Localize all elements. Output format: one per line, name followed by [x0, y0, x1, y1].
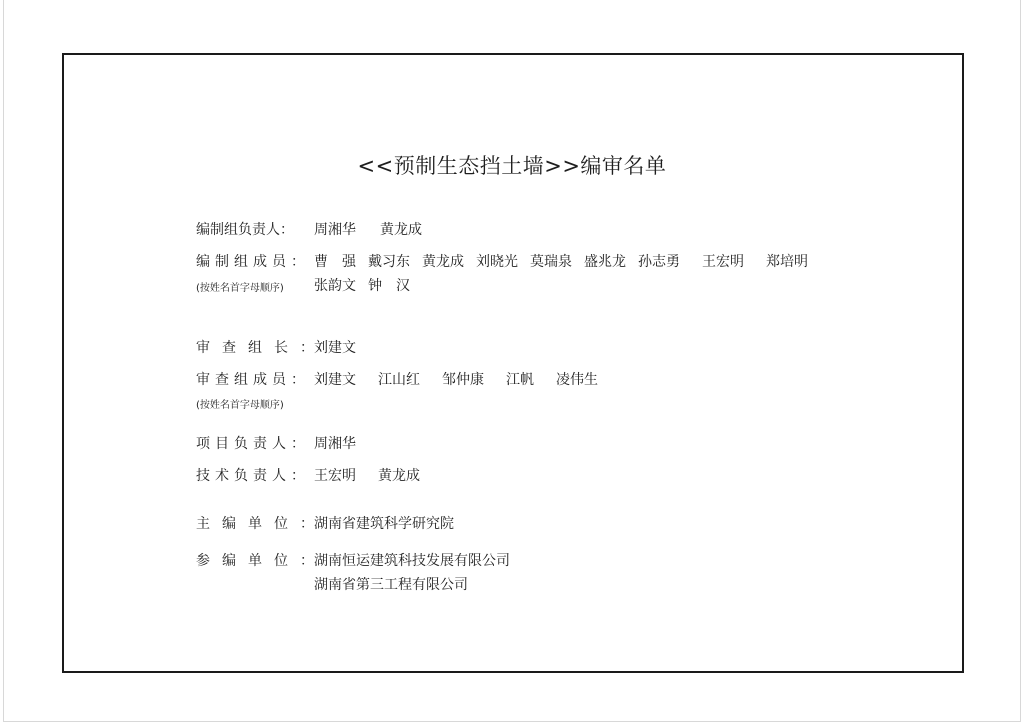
review-leader-names: [314, 340, 356, 356]
person-name: 莫瑞泉: [530, 254, 572, 270]
person-name: 王宏明: [314, 468, 356, 484]
document-border-frame: [62, 53, 964, 673]
compile-leader-label: 编制组负责人：: [196, 222, 294, 238]
person-name: 郑培明: [766, 254, 808, 270]
person-name: 黄龙成: [378, 468, 420, 484]
review-members-names: [314, 372, 598, 388]
project-leader-names: [314, 436, 356, 452]
person-name: 江帆: [506, 372, 534, 388]
participating-units-label: 参编单位：: [196, 553, 326, 569]
person-name: 孙志勇: [638, 254, 680, 270]
review-members-label: 审查组成员：: [196, 372, 310, 388]
person-name: 曹 强: [314, 254, 356, 270]
compile-leader-names: [314, 222, 422, 238]
person-name: 钟 汉: [368, 278, 410, 294]
person-name: 刘晓光: [476, 254, 518, 270]
person-name: 周湘华: [314, 436, 356, 452]
person-name: 戴习东: [368, 254, 410, 270]
participating-unit-name: 湖南恒运建筑科技发展有限公司: [314, 553, 510, 569]
person-name: 盛兆龙: [584, 254, 626, 270]
compile-members-label: 编制组成员：: [196, 254, 310, 270]
person-name: 邹仲康: [442, 372, 484, 388]
tech-leader-names: [314, 468, 420, 484]
document-title: <<预制生态挡土墙>>编审名单: [357, 154, 667, 178]
person-name: 刘建文: [314, 340, 356, 356]
person-name: 凌伟生: [556, 372, 598, 388]
compile-members-order-note: (按姓名首字母顺序): [196, 283, 284, 294]
person-name: 江山红: [378, 372, 420, 388]
participating-unit-name: 湖南省第三工程有限公司: [314, 577, 468, 593]
chief-unit-name: 湖南省建筑科学研究院: [314, 516, 454, 532]
person-name: 刘建文: [314, 372, 356, 388]
person-name: 张韵文: [314, 278, 356, 294]
person-name: 周湘华: [314, 222, 356, 238]
person-name: 黄龙成: [422, 254, 464, 270]
person-name: 黄龙成: [380, 222, 422, 238]
compile-members-names-line1: [314, 254, 808, 270]
review-leader-label: 审查组长：: [196, 340, 326, 356]
tech-leader-label: 技术负责人：: [196, 468, 310, 484]
project-leader-label: 项目负责人：: [196, 436, 310, 452]
compile-members-names-line2: [314, 278, 410, 294]
review-members-order-note: (按姓名首字母顺序): [196, 400, 284, 411]
person-name: 王宏明: [702, 254, 744, 270]
chief-unit-label: 主编单位：: [196, 516, 326, 532]
